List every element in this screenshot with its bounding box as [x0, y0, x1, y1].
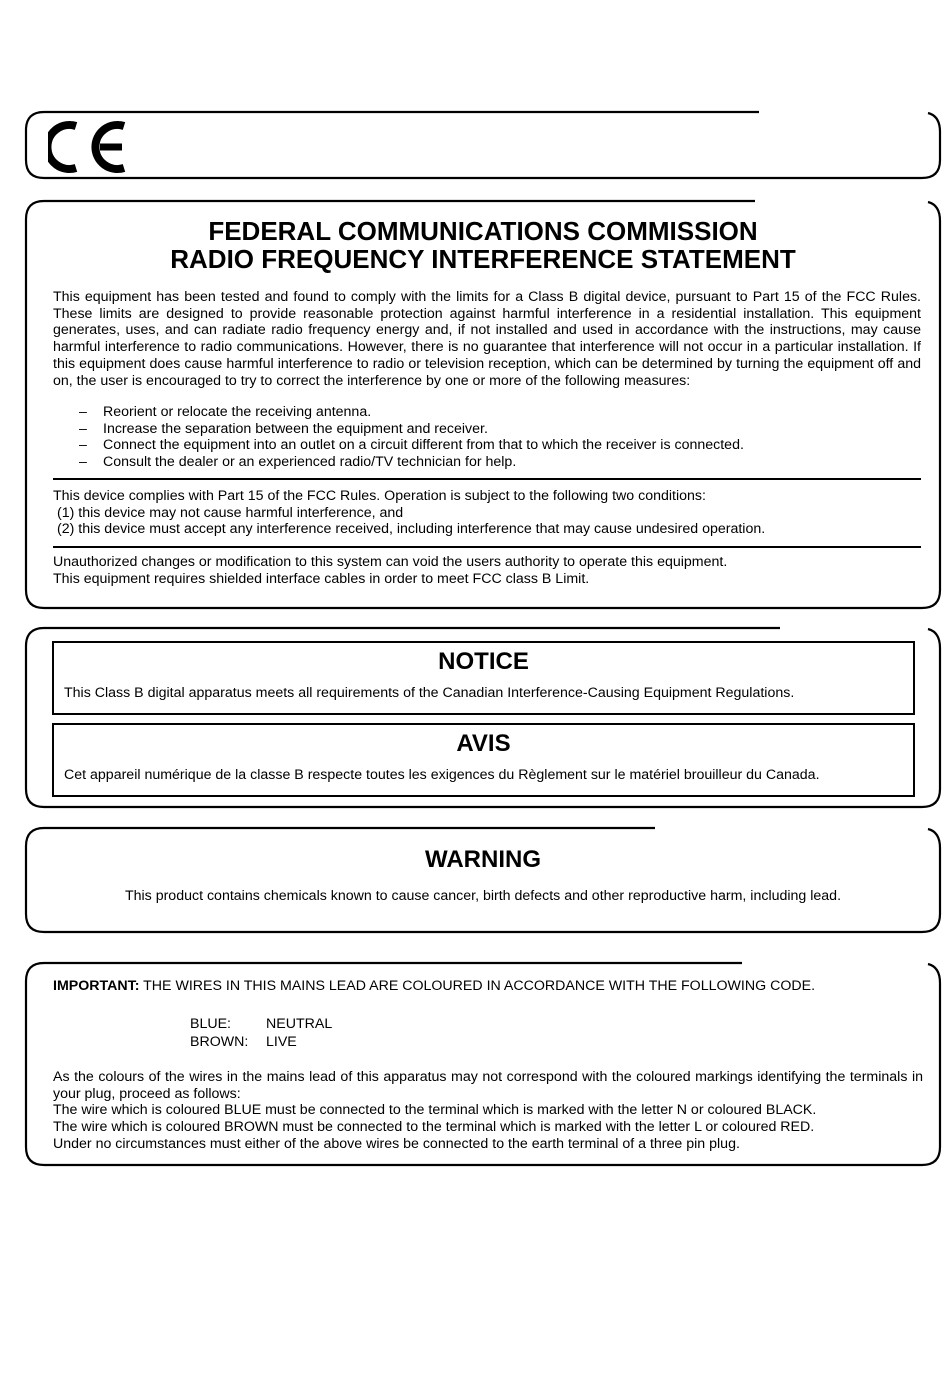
list-item	[53, 437, 921, 454]
wire-colour: BROWN:	[190, 1034, 249, 1050]
compliance-line: This device complies with Part 15 of the FCC Rules. Operation is subject to the following two conditions:	[53, 488, 706, 504]
fcc-measures-list	[53, 404, 921, 471]
dash-bullet: –	[79, 454, 87, 471]
measure-text: Reorient or relocate the receiving antenna.	[103, 404, 372, 420]
fcc-title-line1: FEDERAL COMMUNICATIONS COMMISSION	[208, 216, 758, 246]
list-item	[53, 454, 921, 471]
mains-paragraph: As the colours of the wires in the mains lead of this apparatus may not correspond with the coloured markings identifying the terminals in your plug, proceed as follows:	[53, 1069, 923, 1102]
notice-text: This Class B digital apparatus meets all requirements of the Canadian Interference-Causing Equipment Regulations.	[64, 685, 795, 701]
wire-meaning: LIVE	[266, 1034, 297, 1050]
fcc-conditions-block	[53, 488, 921, 538]
condition-1: (1) this device may not cause harmful interference, and	[57, 504, 404, 521]
ce-mark-box	[24, 110, 942, 180]
measure-text: Consult the dealer or an experienced radio/TV technician for help.	[103, 454, 517, 471]
avis-title: AVIS	[456, 730, 511, 757]
fcc-title-line2: RADIO FREQUENCY INTERFERENCE STATEMENT	[170, 244, 796, 274]
list-item	[53, 404, 921, 421]
warning-box-frame	[24, 826, 942, 934]
ce-box-frame	[24, 110, 942, 180]
shielded-cables-line: This equipment requires shielded interface cables in order to meet FCC class B Limit.	[53, 570, 590, 587]
mains-lead-box	[24, 961, 942, 1167]
warning-box	[24, 826, 942, 934]
measure-text: Increase the separation between the equipment and receiver.	[103, 420, 488, 437]
ce-logo-icon	[48, 118, 128, 176]
warning-title: WARNING	[425, 846, 541, 873]
important-line	[53, 978, 923, 995]
notice-panel	[52, 641, 915, 715]
wire-meaning: NEUTRAL	[266, 1016, 333, 1032]
notice-title: NOTICE	[438, 648, 529, 675]
important-label: IMPORTANT:	[53, 978, 140, 994]
dash-bullet: –	[79, 420, 87, 437]
avis-panel	[52, 723, 915, 797]
fcc-intro-paragraph: This equipment has been tested and found to comply with the limits for a Class B digital device, pursuant to Part 15 of the FCC Rules. These limits are designed to provide reasonable protection against harmful interference in a residential installation. This equipment generates, uses, and can radiate radio frequency energy and, if not installed and used in accordance with the instructions, may cause harmful interference to radio communications. However, there is no guarantee that interference will not occur in a particular installation. If this equipment does cause harmful interference to radio or television reception, which can be determined by turning the equipment off and on, the user is encouraged to try to correct the interference by one or more of the following measures:	[53, 289, 921, 389]
dash-bullet: –	[79, 404, 87, 420]
wire-colour: BLUE:	[190, 1016, 232, 1032]
divider	[53, 478, 921, 480]
brown-wire-rule: The wire which is coloured BROWN must be connected to the terminal which is marked with the letter L or coloured RED.	[53, 1119, 815, 1135]
fcc-statement-box	[24, 199, 942, 610]
fcc-modification-block	[53, 554, 921, 587]
wire-code-row	[190, 1015, 332, 1033]
important-text: THE WIRES IN THIS MAINS LEAD ARE COLOURED IN ACCORDANCE WITH THE FOLLOWING CODE.	[139, 978, 816, 994]
condition-2: (2) this device must accept any interference received, including interference that may cause undesired operation.	[57, 521, 766, 538]
unauthorized-line: Unauthorized changes or modification to this system can void the users authority to operate this equipment.	[53, 554, 728, 570]
earth-terminal-rule: Under no circumstances must either of the above wires be connected to the earth terminal of a three pin plug.	[53, 1136, 740, 1152]
divider	[53, 546, 921, 548]
blue-wire-rule: The wire which is coloured BLUE must be connected to the terminal which is marked with the letter N or coloured BLACK.	[53, 1102, 817, 1118]
canadian-notice-box	[24, 626, 942, 809]
warning-text: This product contains chemicals known to cause cancer, birth defects and other reproductive harm, including lead.	[124, 888, 842, 904]
dash-bullet: –	[79, 437, 87, 454]
wire-code-row	[190, 1033, 297, 1051]
list-item	[53, 421, 921, 438]
avis-text: Cet appareil numérique de la classe B respecte toutes les exigences du Règlement sur le matériel brouilleur du Canada.	[64, 767, 820, 783]
measure-text: Connect the equipment into an outlet on a circuit different from that to which the receiver is connected.	[103, 437, 744, 454]
